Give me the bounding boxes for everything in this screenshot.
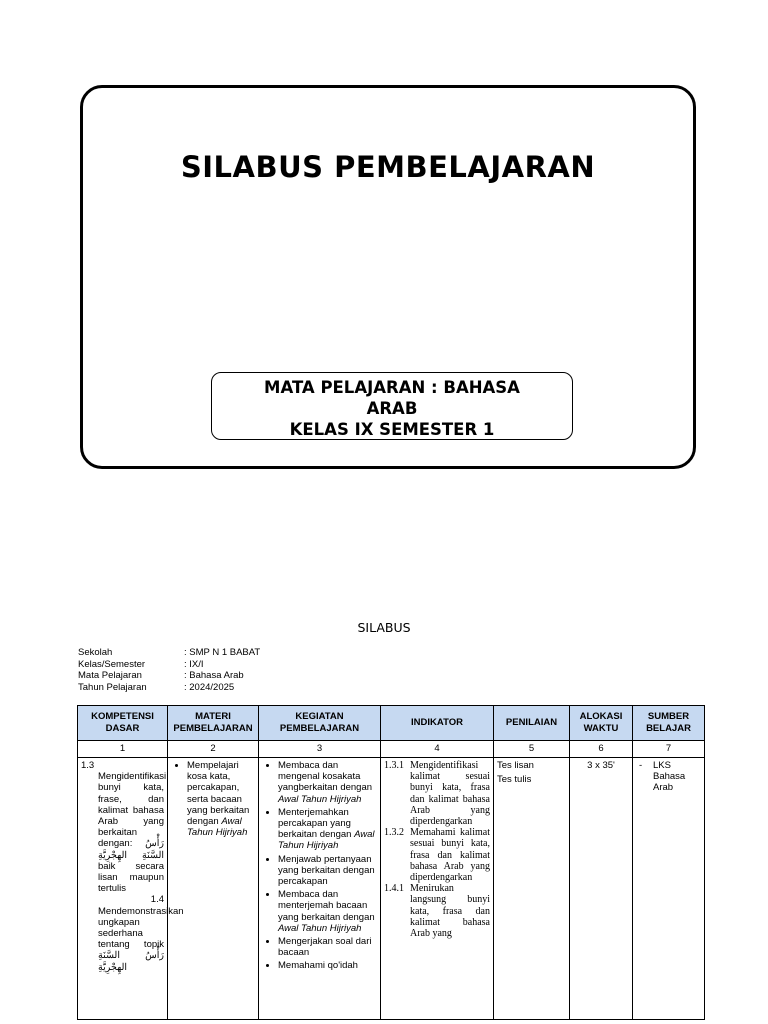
indikator-code: 1.3.2 bbox=[384, 827, 404, 839]
kegiatan-text: Menjawab pertanyaan yang berkaitan dengan percakapan bbox=[278, 853, 375, 888]
info-value: : SMP N 1 BABAT bbox=[184, 647, 261, 658]
kd-text-1b: baik secara lisan maupun tertulis bbox=[98, 860, 164, 895]
kegiatan-text: Membaca dan menterjemah bacaan yang berkaitan dengan bbox=[278, 889, 375, 923]
info-label: Kelas/Semester bbox=[78, 658, 146, 670]
sumber-dash: - bbox=[639, 760, 643, 771]
info-label: Mata Pelajaran bbox=[78, 670, 142, 681]
school-info bbox=[78, 647, 260, 693]
alokasi-value: 3 x 35' bbox=[587, 760, 615, 771]
penilaian-item: Tes tulis bbox=[497, 774, 532, 786]
indikator-cell bbox=[381, 758, 494, 1020]
kegiatan-text: Mengerjakan soal dari bacaan bbox=[278, 936, 372, 959]
list-item bbox=[187, 760, 255, 838]
kd-arabic-1: رَأْسُ السَّنَةِ الهِجْرِيَّةِ bbox=[98, 838, 164, 861]
col-header-kegiatan: KEGIATAN PEMBELAJARAN bbox=[259, 706, 381, 741]
table-row bbox=[78, 758, 705, 1020]
kegiatan-list bbox=[262, 760, 377, 972]
kegiatan-text: Memahami qo'idah bbox=[278, 960, 358, 972]
kd-text-2: Mendemonstrasikan ungkapan sederhana tentang topik bbox=[98, 905, 184, 951]
list-item bbox=[278, 807, 377, 852]
kompetensi-cell bbox=[78, 758, 184, 1020]
kd-text-1: Mengidentifikasi bunyi kata, frase, dan kalimat bahasa Arab yang berkaitan dengan: bbox=[98, 771, 167, 850]
sumber-cell bbox=[633, 758, 705, 1020]
kegiatan-text: Menterjemahkan percakapan yang berkaitan dengan bbox=[278, 806, 352, 841]
col-header-alokasi: ALOKASI WAKTU bbox=[570, 706, 633, 741]
info-value: : Bahasa Arab bbox=[184, 670, 244, 681]
col-header-sumber: SUMBER BELAJAR bbox=[633, 706, 705, 741]
alokasi-cell bbox=[570, 758, 633, 1020]
indikator-code: 1.3.1 bbox=[384, 760, 404, 771]
indikator-text: Memahami kalimat sesuai bunyi kata, frasa dan kalimat bahasa Arab yang diperdengarkan bbox=[410, 827, 490, 884]
info-value: : IX/I bbox=[184, 658, 204, 670]
subject-line-3: KELAS IX SEMESTER 1 bbox=[289, 420, 495, 439]
indikator-text: Mengidentifikasi kalimat sesuai bunyi kata, frasa dan kalimat bahasa Arab yang diperdengarkan bbox=[410, 760, 490, 828]
col-number: 3 bbox=[259, 741, 381, 758]
kegiatan-italic: Awal Tahun Hijriyah bbox=[278, 922, 362, 934]
cover-title: SILABUS PEMBELAJARAN bbox=[180, 150, 596, 184]
info-row-sekolah bbox=[78, 647, 260, 659]
penilaian-item: Tes lisan bbox=[497, 760, 534, 771]
materi-cell bbox=[168, 758, 259, 1020]
col-header-penilaian: PENILAIAN bbox=[494, 706, 570, 741]
kegiatan-italic: Awal Tahun Hijriyah bbox=[278, 793, 362, 805]
col-number: 7 bbox=[633, 741, 705, 758]
info-row-kelas bbox=[78, 659, 260, 671]
list-item bbox=[278, 889, 377, 934]
col-number: 1 bbox=[78, 741, 168, 758]
indikator-item bbox=[384, 883, 490, 939]
indikator-code: 1.4.1 bbox=[384, 883, 404, 895]
table-header-row bbox=[78, 706, 705, 741]
info-label: Tahun Pelajaran bbox=[78, 681, 147, 693]
kegiatan-cell bbox=[259, 758, 381, 1020]
col-header-materi: MATERI PEMBELAJARAN bbox=[168, 706, 259, 741]
subject-line-1: MATA PELAJARAN : BAHASA bbox=[264, 378, 520, 397]
syllabus-table bbox=[77, 705, 705, 1020]
table-number-row bbox=[78, 741, 705, 758]
silabus-heading: SILABUS bbox=[357, 620, 411, 635]
kd-arabic-2: رَأْسُ السَّنَةِ الهِجْرِيَّةِ bbox=[98, 950, 164, 973]
cover-frame bbox=[80, 85, 696, 469]
list-item bbox=[278, 854, 377, 888]
indikator-item bbox=[384, 827, 490, 883]
penilaian-cell bbox=[494, 758, 570, 1020]
kd-text bbox=[81, 905, 184, 973]
materi-italic: Awal Tahun Hijriyah bbox=[187, 816, 248, 839]
list-item bbox=[278, 760, 377, 805]
col-header-indikator: INDIKATOR bbox=[381, 706, 494, 741]
list-item bbox=[278, 936, 377, 958]
subject-line-2: ARAB bbox=[366, 399, 418, 418]
kegiatan-italic: Awal Tahun Hijriyah bbox=[278, 829, 375, 852]
info-value: : 2024/2025 bbox=[184, 681, 235, 693]
col-header-kompetensi: KOMPETENSI DASAR bbox=[78, 706, 168, 741]
materi-text: Mempelajari kosa kata, percakapan, serta bacaan yang berkaitan dengan bbox=[187, 760, 250, 828]
info-label: Sekolah bbox=[78, 647, 113, 658]
indikator-item bbox=[384, 760, 490, 827]
col-number: 4 bbox=[381, 741, 494, 758]
info-row-mapel bbox=[78, 670, 260, 682]
kd-code: 1.4 bbox=[150, 894, 164, 906]
kd-code: 1.3 bbox=[81, 760, 95, 771]
col-number: 6 bbox=[570, 741, 633, 758]
sumber-text: LKS Bahasa Arab bbox=[653, 760, 686, 794]
kd-text bbox=[81, 771, 167, 895]
list-item bbox=[278, 960, 377, 971]
subject-box bbox=[211, 372, 573, 440]
info-row-tahun bbox=[78, 682, 260, 694]
indikator-text: Menirukan langsung bunyi kata, frasa dan kalimat bahasa Arab yang bbox=[410, 883, 490, 940]
materi-list bbox=[171, 760, 255, 838]
col-number: 5 bbox=[494, 741, 570, 758]
kegiatan-text: Membaca dan mengenal kosakata yangberkaitan dengan bbox=[278, 760, 373, 794]
col-number: 2 bbox=[168, 741, 259, 758]
